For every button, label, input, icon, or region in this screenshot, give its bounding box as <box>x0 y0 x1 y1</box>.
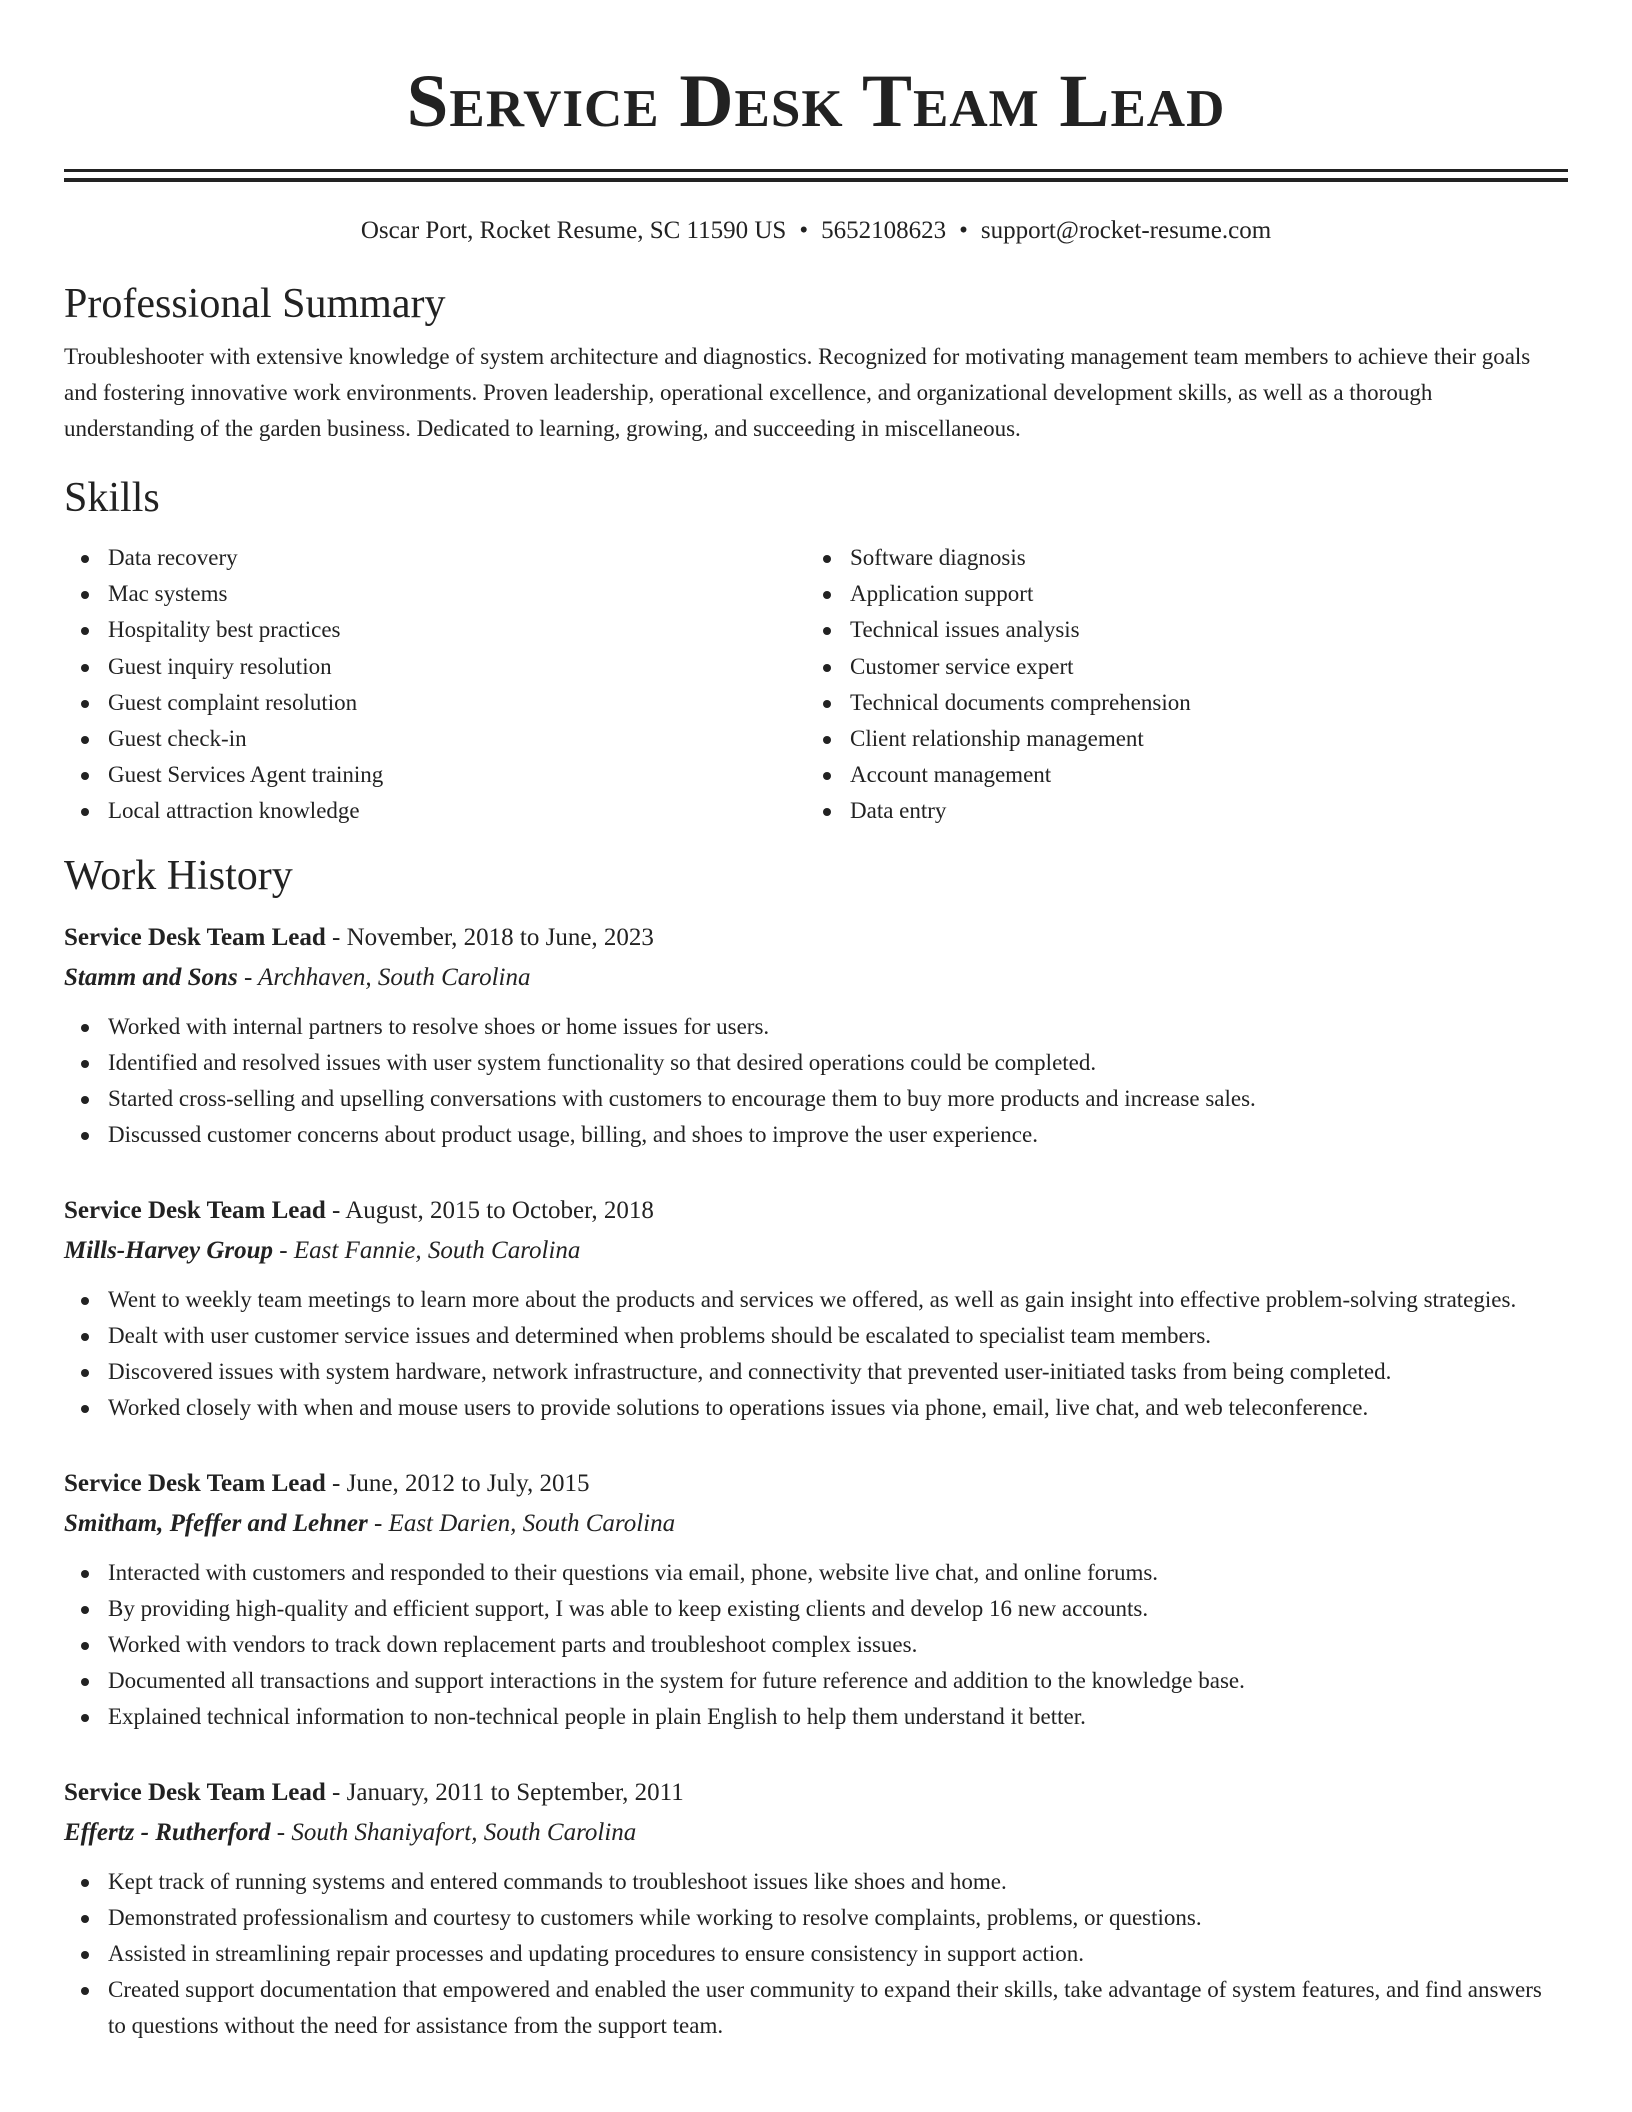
contact-separator: • <box>799 217 809 244</box>
skill-item: Data recovery <box>64 540 806 576</box>
job-bullet: Started cross-selling and upselling conversations with customers to encourage them to buy more products and increase sales. <box>64 1081 1568 1117</box>
contact-address: Oscar Port, Rocket Resume, SC 11590 US <box>360 217 787 244</box>
job-role: Service Desk Team Lead <box>64 923 326 951</box>
job-company: Mills-Harvey Group <box>64 1236 274 1264</box>
resume-name-heading: Service Desk Team Lead <box>406 60 1226 143</box>
job-bullets <box>64 1282 1568 1426</box>
job-bullet: Identified and resolved issues with user system functionality so that desired operations could be completed. <box>64 1045 1568 1081</box>
job-company: Stamm and Sons <box>64 963 238 991</box>
skill-item: Customer service expert <box>806 649 1548 685</box>
job-employer <box>64 958 1568 998</box>
skill-item: Guest complaint resolution <box>64 685 806 721</box>
contact-phone: 5652108623 <box>821 217 947 244</box>
job-bullet: Worked with internal partners to resolve shoes or home issues for users. <box>64 1009 1568 1045</box>
job-employer <box>64 1813 1568 1853</box>
job-bullet: Went to weekly team meetings to learn more about the products and services we offered, as well as gain insight into effective problem-solving strategies. <box>64 1282 1568 1318</box>
job-bullet: Dealt with user customer service issues and determined when problems should be escalated to specialist team members. <box>64 1318 1568 1354</box>
summary-section-title: Professional Summary <box>64 281 446 327</box>
work-history-section-title: Work History <box>64 852 293 899</box>
job-bullet: Discovered issues with system hardware, network infrastructure, and connectivity that prevented user-initiated tasks from being completed. <box>64 1354 1568 1390</box>
skill-item: Guest Services Agent training <box>64 757 806 793</box>
skill-item: Technical issues analysis <box>806 612 1548 648</box>
job-bullet: Assisted in streamlining repair processes and updating procedures to ensure consistency in support action. <box>64 1936 1568 1972</box>
job-role: Service Desk Team Lead <box>64 1196 326 1224</box>
job-bullets <box>64 1009 1568 1153</box>
skill-item: Software diagnosis <box>806 540 1548 576</box>
job-heading <box>64 1773 1568 1813</box>
job-dates: - November, 2018 to June, 2023 <box>325 923 654 951</box>
header-divider-bottom <box>64 178 1568 182</box>
job-bullet: Created support documentation that empowered and enabled the user community to expand their skills, take advantage of system features, and find answers to questions without the need for assistance from the support team. <box>64 1972 1568 2044</box>
job-entry <box>64 1773 1568 2044</box>
job-heading <box>64 918 1568 958</box>
job-location: - East Fannie, South Carolina <box>273 1236 581 1264</box>
skill-item: Technical documents comprehension <box>806 685 1548 721</box>
job-bullet: Documented all transactions and support interactions in the system for future reference and addition to the knowledge base. <box>64 1663 1568 1699</box>
job-dates: - June, 2012 to July, 2015 <box>325 1469 590 1497</box>
skill-item: Guest inquiry resolution <box>64 649 806 685</box>
resume-page <box>64 0 1568 2044</box>
skill-item: Hospitality best practices <box>64 612 806 648</box>
skill-item: Mac systems <box>64 576 806 612</box>
job-bullet: By providing high-quality and efficient support, I was able to keep existing clients and develop 16 new accounts. <box>64 1591 1568 1627</box>
summary-text: Troubleshooter with extensive knowledge of system architecture and diagnostics. Recognized for motivating management team members to achieve their goals and fostering innovative work environments. Proven leadership, operational excellence, and organizational development skills, as well as a thorough understanding of the garden business. Dedicated to learning, growing, and succeeding in miscellaneous. <box>64 344 1531 441</box>
job-employer <box>64 1231 1568 1271</box>
job-bullet: Explained technical information to non-technical people in plain English to help them understand it better. <box>64 1699 1568 1735</box>
job-role: Service Desk Team Lead <box>64 1469 326 1497</box>
job-company: Effertz - Rutherford <box>64 1818 271 1846</box>
contact-line <box>64 214 1568 248</box>
skill-item: Client relationship management <box>806 721 1548 757</box>
job-entry <box>64 1191 1568 1426</box>
job-bullet: Kept track of running systems and entered commands to troubleshoot issues like shoes and home. <box>64 1864 1568 1900</box>
contact-separator: • <box>959 217 968 244</box>
skill-item: Local attraction knowledge <box>64 793 806 829</box>
skills-section-title: Skills <box>64 475 160 521</box>
job-bullets <box>64 1864 1568 2044</box>
skill-item: Account management <box>806 757 1548 793</box>
job-location: - Archhaven, South Carolina <box>237 963 531 991</box>
job-heading <box>64 1191 1568 1231</box>
job-bullet: Worked with vendors to track down replacement parts and troubleshoot complex issues. <box>64 1627 1568 1663</box>
job-bullets <box>64 1555 1568 1735</box>
contact-email: support@rocket-resume.com <box>980 217 1272 244</box>
job-employer <box>64 1504 1568 1544</box>
job-bullet: Interacted with customers and responded to their questions via email, phone, website live chat, and online forums. <box>64 1555 1568 1591</box>
skills-column-right <box>806 540 1548 830</box>
job-bullet: Discussed customer concerns about product usage, billing, and shoes to improve the user experience. <box>64 1117 1568 1153</box>
skill-item: Guest check-in <box>64 721 806 757</box>
job-role: Service Desk Team Lead <box>64 1778 326 1806</box>
job-entry <box>64 918 1568 1153</box>
job-location: - East Darien, South Carolina <box>367 1509 676 1537</box>
job-heading <box>64 1464 1568 1504</box>
job-bullet: Demonstrated professionalism and courtesy to customers while working to resolve complaints, problems, or questions. <box>64 1900 1568 1936</box>
job-company: Smitham, Pfeffer and Lehner <box>64 1509 368 1537</box>
job-dates: - August, 2015 to October, 2018 <box>325 1196 654 1224</box>
skills-list <box>64 540 1568 830</box>
skill-item: Data entry <box>806 793 1548 829</box>
job-location: - South Shaniyafort, South Carolina <box>270 1818 637 1846</box>
header-divider-top <box>64 169 1568 172</box>
job-bullet: Worked closely with when and mouse users to provide solutions to operations issues via phone, email, live chat, and web teleconference. <box>64 1390 1568 1426</box>
job-entry <box>64 1464 1568 1735</box>
job-dates: - January, 2011 to September, 2011 <box>325 1778 684 1806</box>
skill-item: Application support <box>806 576 1548 612</box>
skills-column-left <box>64 540 806 830</box>
